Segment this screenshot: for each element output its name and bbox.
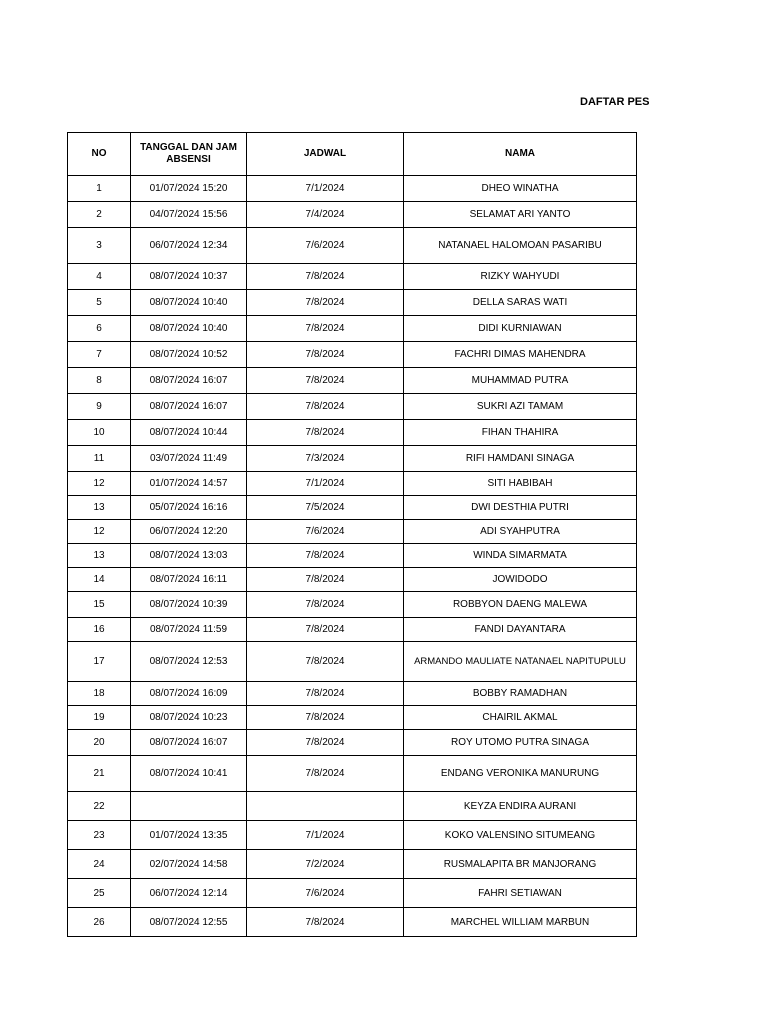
cell-tanggal: 08/07/2024 16:11	[131, 568, 247, 592]
header-no: NO	[68, 133, 131, 176]
cell-no: 5	[68, 290, 131, 316]
cell-jadwal: 7/6/2024	[247, 879, 404, 908]
cell-tanggal: 05/07/2024 16:16	[131, 496, 247, 520]
cell-jadwal: 7/8/2024	[247, 290, 404, 316]
table-row	[68, 850, 637, 879]
table-row	[68, 908, 637, 937]
cell-tanggal: 08/07/2024 12:55	[131, 908, 247, 937]
cell-jadwal: 7/8/2024	[247, 756, 404, 792]
table-row	[68, 496, 637, 520]
cell-jadwal: 7/5/2024	[247, 496, 404, 520]
cell-nama: KOKO VALENSINO SITUMEANG	[404, 821, 637, 850]
cell-nama: ADI SYAHPUTRA	[404, 520, 637, 544]
table-row	[68, 446, 637, 472]
cell-nama: WINDA SIMARMATA	[404, 544, 637, 568]
cell-no: 22	[68, 792, 131, 821]
cell-nama: SELAMAT ARI YANTO	[404, 202, 637, 228]
table-row	[68, 368, 637, 394]
cell-nama: ROY UTOMO PUTRA SINAGA	[404, 730, 637, 756]
cell-jadwal: 7/1/2024	[247, 176, 404, 202]
cell-tanggal: 08/07/2024 11:59	[131, 618, 247, 642]
table-row	[68, 520, 637, 544]
table-row	[68, 176, 637, 202]
table-row	[68, 228, 637, 264]
document-title: DAFTAR PES	[580, 96, 650, 108]
cell-jadwal: 7/8/2024	[247, 730, 404, 756]
cell-no: 3	[68, 228, 131, 264]
cell-jadwal: 7/8/2024	[247, 908, 404, 937]
cell-nama: CHAIRIL AKMAL	[404, 706, 637, 730]
cell-jadwal: 7/8/2024	[247, 420, 404, 446]
cell-no: 9	[68, 394, 131, 420]
cell-no: 4	[68, 264, 131, 290]
cell-jadwal: 7/8/2024	[247, 618, 404, 642]
cell-no: 20	[68, 730, 131, 756]
cell-no: 10	[68, 420, 131, 446]
table-row	[68, 568, 637, 592]
cell-jadwal: 7/8/2024	[247, 264, 404, 290]
table-row	[68, 394, 637, 420]
cell-nama: DHEO WINATHA	[404, 176, 637, 202]
header-tanggal-line2: ABSENSI	[166, 154, 211, 165]
attendance-table	[67, 132, 637, 937]
cell-tanggal: 08/07/2024 16:09	[131, 682, 247, 706]
cell-tanggal: 01/07/2024 15:20	[131, 176, 247, 202]
cell-jadwal: 7/2/2024	[247, 850, 404, 879]
cell-jadwal: 7/4/2024	[247, 202, 404, 228]
cell-jadwal: 7/8/2024	[247, 342, 404, 368]
table-row	[68, 879, 637, 908]
cell-tanggal: 08/07/2024 10:40	[131, 316, 247, 342]
cell-nama: RUSMALAPITA BR MANJORANG	[404, 850, 637, 879]
cell-jadwal: 7/8/2024	[247, 544, 404, 568]
table-row	[68, 730, 637, 756]
cell-nama: FAHRI SETIAWAN	[404, 879, 637, 908]
cell-tanggal: 03/07/2024 11:49	[131, 446, 247, 472]
table-row	[68, 618, 637, 642]
cell-jadwal: 7/8/2024	[247, 368, 404, 394]
table-row	[68, 342, 637, 368]
cell-tanggal: 06/07/2024 12:20	[131, 520, 247, 544]
cell-tanggal: 08/07/2024 10:52	[131, 342, 247, 368]
table-header-row	[68, 133, 637, 176]
cell-no: 6	[68, 316, 131, 342]
table-row	[68, 420, 637, 446]
cell-no: 1	[68, 176, 131, 202]
cell-tanggal: 08/07/2024 13:03	[131, 544, 247, 568]
cell-jadwal	[247, 792, 404, 821]
cell-no: 7	[68, 342, 131, 368]
header-nama: NAMA	[404, 133, 637, 176]
cell-nama: FACHRI DIMAS MAHENDRA	[404, 342, 637, 368]
cell-jadwal: 7/6/2024	[247, 520, 404, 544]
cell-nama: NATANAEL HALOMOAN PASARIBU	[404, 228, 637, 264]
cell-nama: SITI HABIBAH	[404, 472, 637, 496]
cell-tanggal: 08/07/2024 16:07	[131, 368, 247, 394]
header-jadwal: JADWAL	[247, 133, 404, 176]
cell-nama: MUHAMMAD PUTRA	[404, 368, 637, 394]
table-row	[68, 290, 637, 316]
cell-jadwal: 7/6/2024	[247, 228, 404, 264]
header-tanggal-line1: TANGGAL DAN JAM	[140, 142, 237, 153]
cell-jadwal: 7/1/2024	[247, 821, 404, 850]
cell-jadwal: 7/1/2024	[247, 472, 404, 496]
cell-no: 13	[68, 496, 131, 520]
cell-nama: ROBBYON DAENG MALEWA	[404, 592, 637, 618]
table-row	[68, 682, 637, 706]
table-row	[68, 264, 637, 290]
cell-no: 17	[68, 642, 131, 682]
cell-nama: DIDI KURNIAWAN	[404, 316, 637, 342]
cell-jadwal: 7/8/2024	[247, 642, 404, 682]
cell-nama: RIZKY WAHYUDI	[404, 264, 637, 290]
cell-nama: ENDANG VERONIKA MANURUNG	[404, 756, 637, 792]
cell-tanggal: 08/07/2024 10:37	[131, 264, 247, 290]
table-row	[68, 544, 637, 568]
cell-no: 12	[68, 520, 131, 544]
cell-no: 16	[68, 618, 131, 642]
cell-no: 14	[68, 568, 131, 592]
cell-tanggal: 08/07/2024 16:07	[131, 394, 247, 420]
cell-tanggal: 06/07/2024 12:34	[131, 228, 247, 264]
cell-no: 26	[68, 908, 131, 937]
cell-no: 11	[68, 446, 131, 472]
cell-nama: MARCHEL WILLIAM MARBUN	[404, 908, 637, 937]
cell-tanggal: 08/07/2024 10:40	[131, 290, 247, 316]
cell-tanggal: 08/07/2024 12:53	[131, 642, 247, 682]
cell-jadwal: 7/8/2024	[247, 394, 404, 420]
cell-jadwal: 7/8/2024	[247, 316, 404, 342]
cell-tanggal: 08/07/2024 10:23	[131, 706, 247, 730]
cell-nama: JOWIDODO	[404, 568, 637, 592]
cell-tanggal: 06/07/2024 12:14	[131, 879, 247, 908]
cell-nama: FANDI DAYANTARA	[404, 618, 637, 642]
table-row	[68, 756, 637, 792]
cell-nama: SUKRI AZI TAMAM	[404, 394, 637, 420]
cell-tanggal: 02/07/2024 14:58	[131, 850, 247, 879]
cell-no: 23	[68, 821, 131, 850]
table-row	[68, 792, 637, 821]
cell-nama: ARMANDO MAULIATE NATANAEL NAPITUPULU	[404, 642, 637, 682]
cell-nama: KEYZA ENDIRA AURANI	[404, 792, 637, 821]
table-row	[68, 706, 637, 730]
table-row	[68, 821, 637, 850]
cell-nama: DELLA SARAS WATI	[404, 290, 637, 316]
cell-jadwal: 7/3/2024	[247, 446, 404, 472]
cell-tanggal: 08/07/2024 10:41	[131, 756, 247, 792]
table-row	[68, 472, 637, 496]
cell-jadwal: 7/8/2024	[247, 682, 404, 706]
table-row	[68, 592, 637, 618]
table-row	[68, 642, 637, 682]
cell-no: 2	[68, 202, 131, 228]
cell-no: 18	[68, 682, 131, 706]
cell-jadwal: 7/8/2024	[247, 592, 404, 618]
cell-jadwal: 7/8/2024	[247, 706, 404, 730]
cell-tanggal: 08/07/2024 10:44	[131, 420, 247, 446]
cell-no: 19	[68, 706, 131, 730]
cell-nama: FIHAN THAHIRA	[404, 420, 637, 446]
cell-no: 12	[68, 472, 131, 496]
cell-no: 24	[68, 850, 131, 879]
cell-nama: BOBBY RAMADHAN	[404, 682, 637, 706]
header-tanggal	[131, 133, 247, 176]
cell-nama: RIFI HAMDANI SINAGA	[404, 446, 637, 472]
cell-jadwal: 7/8/2024	[247, 568, 404, 592]
cell-tanggal: 01/07/2024 14:57	[131, 472, 247, 496]
cell-no: 25	[68, 879, 131, 908]
cell-tanggal	[131, 792, 247, 821]
table-row	[68, 202, 637, 228]
cell-tanggal: 04/07/2024 15:56	[131, 202, 247, 228]
cell-no: 8	[68, 368, 131, 394]
table-row	[68, 316, 637, 342]
cell-no: 21	[68, 756, 131, 792]
cell-tanggal: 08/07/2024 10:39	[131, 592, 247, 618]
cell-no: 13	[68, 544, 131, 568]
cell-tanggal: 01/07/2024 13:35	[131, 821, 247, 850]
cell-no: 15	[68, 592, 131, 618]
cell-nama: DWI DESTHIA PUTRI	[404, 496, 637, 520]
cell-tanggal: 08/07/2024 16:07	[131, 730, 247, 756]
